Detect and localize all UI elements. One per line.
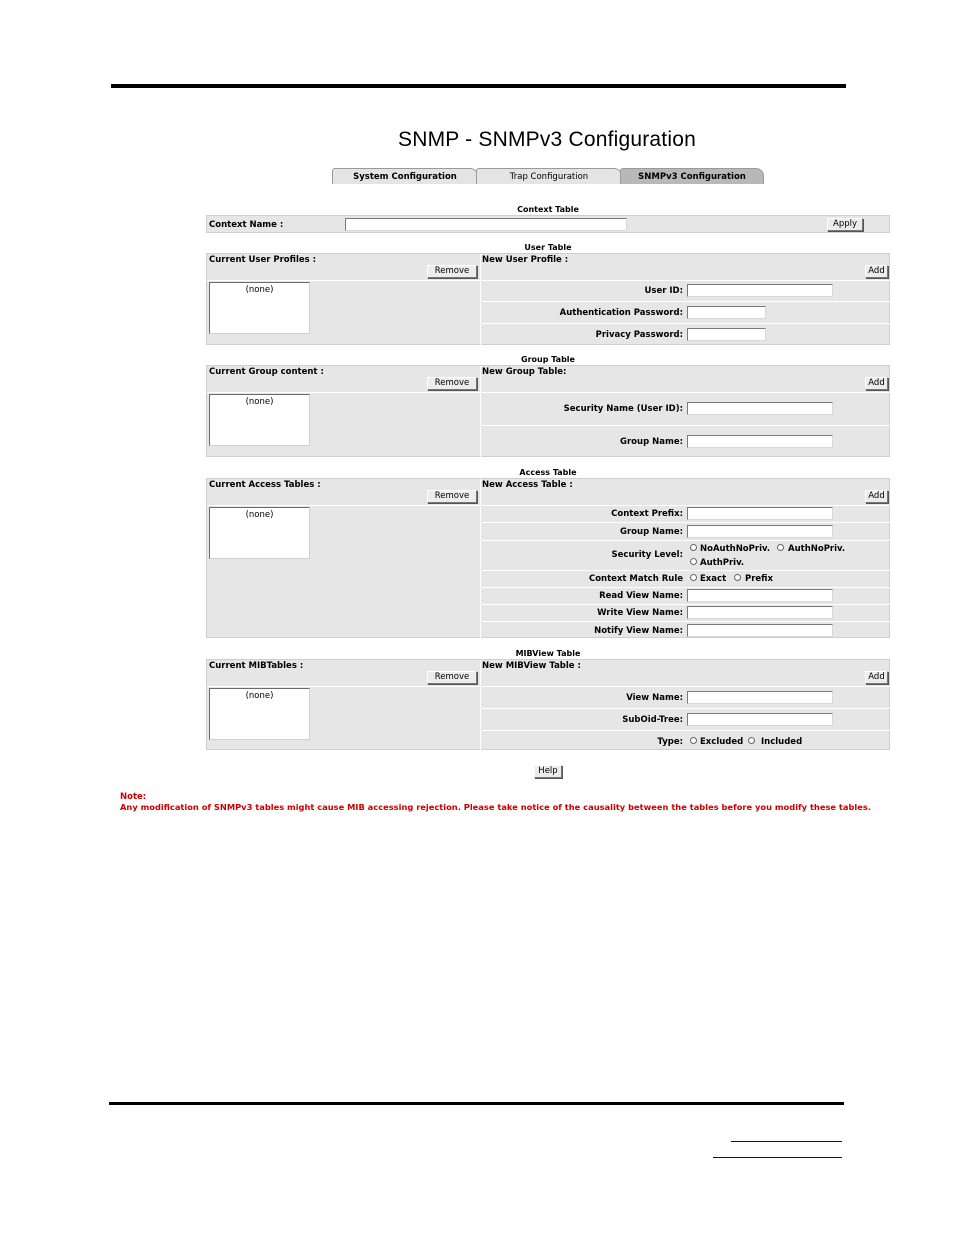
context-match-prefix-text: Prefix	[745, 574, 773, 584]
mibview-list-empty: (none)	[245, 691, 274, 701]
type-excluded-radio[interactable]	[690, 737, 697, 744]
read-view-name-label: Read View Name:	[599, 591, 683, 601]
security-level-authnopriv-text: AuthNoPriv.	[788, 544, 846, 554]
security-level-label: Security Level:	[611, 550, 683, 560]
access-remove-button[interactable]: Remove	[427, 490, 477, 503]
access-table-title: Access Table	[519, 468, 577, 477]
footer-link-underline-1[interactable]	[731, 1141, 842, 1142]
user-table-panel	[206, 253, 890, 345]
suboid-tree-input[interactable]	[687, 713, 833, 726]
context-table-title: Context Table	[517, 205, 579, 214]
user-profiles-list[interactable]	[209, 282, 310, 334]
group-name-input[interactable]	[687, 435, 833, 448]
group-table-panel	[206, 365, 890, 457]
view-name-label: View Name:	[626, 693, 683, 703]
new-access-table-label: New Access Table :	[482, 480, 573, 490]
context-match-exact-text: Exact	[700, 574, 727, 584]
bottom-rule	[109, 1102, 844, 1105]
write-view-name-input[interactable]	[687, 606, 833, 619]
user-id-label: User ID:	[644, 286, 683, 296]
help-button[interactable]: Help	[534, 765, 562, 778]
tab-bar	[330, 168, 764, 185]
type-included-text: Included	[761, 737, 803, 747]
new-group-table-label: New Group Table:	[482, 367, 567, 377]
access-group-name-input[interactable]	[687, 525, 833, 538]
footer-link-underline-2[interactable]	[713, 1157, 842, 1158]
tab-trap-configuration[interactable]: Trap Configuration	[476, 168, 622, 184]
current-mibtables-label: Current MIBTables :	[209, 661, 304, 671]
group-content-list[interactable]	[209, 394, 310, 446]
context-match-rule-label: Context Match Rule	[588, 574, 683, 584]
current-group-content-label: Current Group content :	[209, 367, 324, 377]
security-level-noauthnopriv-radio[interactable]	[690, 544, 697, 551]
current-access-tables-label: Current Access Tables :	[209, 480, 321, 490]
new-mibview-table-label: New MIBView Table :	[482, 661, 581, 671]
context-prefix-label: Context Prefix:	[611, 509, 683, 519]
note-title: Note:	[120, 792, 147, 802]
tab-snmpv3-configuration[interactable]: SNMPv3 Configuration	[620, 168, 764, 184]
user-remove-button[interactable]: Remove	[427, 265, 477, 278]
notify-view-name-label: Notify View Name:	[594, 626, 683, 636]
authentication-password-label: Authentication Password:	[559, 308, 683, 318]
authentication-password-input[interactable]	[687, 306, 766, 319]
tab-system-configuration[interactable]: System Configuration	[332, 168, 478, 184]
security-level-authpriv-text: AuthPriv.	[700, 558, 745, 568]
mibtables-list[interactable]	[209, 688, 310, 740]
context-apply-button[interactable]: Apply	[827, 218, 863, 231]
access-tables-list[interactable]	[209, 507, 310, 559]
access-add-button[interactable]: Add	[865, 490, 888, 503]
security-level-authnopriv-radio[interactable]	[777, 544, 784, 551]
view-name-input[interactable]	[687, 691, 833, 704]
mibview-remove-button[interactable]: Remove	[427, 671, 477, 684]
privacy-password-input[interactable]	[687, 328, 766, 341]
context-match-prefix-radio[interactable]	[734, 574, 741, 581]
group-table-title: Group Table	[521, 355, 575, 364]
mibview-add-button[interactable]: Add	[865, 671, 888, 684]
current-user-profiles-label: Current User Profiles :	[209, 255, 317, 265]
user-table-title: User Table	[524, 243, 572, 252]
context-name-label: Context Name :	[209, 220, 284, 230]
suboid-tree-label: SubOid-Tree:	[622, 715, 683, 725]
context-name-input[interactable]	[345, 218, 627, 231]
access-group-name-label: Group Name:	[620, 527, 683, 537]
type-included-radio[interactable]	[748, 737, 755, 744]
mibview-table-title: MIBView Table	[515, 649, 581, 658]
context-match-exact-radio[interactable]	[690, 574, 697, 581]
security-level-authpriv-radio[interactable]	[690, 558, 697, 565]
new-user-profile-label: New User Profile :	[482, 255, 569, 265]
group-remove-button[interactable]: Remove	[427, 377, 477, 390]
security-name-input[interactable]	[687, 402, 833, 415]
user-list-empty: (none)	[245, 285, 274, 295]
mibview-table-panel	[206, 659, 890, 750]
notify-view-name-input[interactable]	[687, 624, 833, 637]
group-add-button[interactable]: Add	[865, 377, 888, 390]
user-id-input[interactable]	[687, 284, 833, 297]
group-name-label: Group Name:	[620, 437, 683, 447]
user-add-button[interactable]: Add	[865, 265, 888, 278]
type-excluded-text: Excluded	[700, 737, 744, 747]
mibview-type-label: Type:	[657, 737, 683, 747]
group-list-empty: (none)	[245, 397, 274, 407]
access-list-empty: (none)	[245, 510, 274, 520]
read-view-name-input[interactable]	[687, 589, 833, 602]
security-level-noauthnopriv-text: NoAuthNoPriv.	[700, 544, 771, 554]
write-view-name-label: Write View Name:	[597, 608, 683, 618]
security-name-label: Security Name (User ID):	[563, 404, 683, 414]
note-text: Any modification of SNMPv3 tables might cause MIB accessing rejection. Please take notice of the causality between the tables before you modify these tables.	[120, 802, 871, 812]
top-rule	[111, 84, 846, 88]
access-table-panel	[206, 478, 890, 638]
privacy-password-label: Privacy Password:	[595, 330, 683, 340]
context-table-panel	[206, 215, 890, 233]
page-title: SNMP - SNMPv3 Configuration	[398, 128, 696, 151]
context-prefix-input[interactable]	[687, 507, 833, 520]
